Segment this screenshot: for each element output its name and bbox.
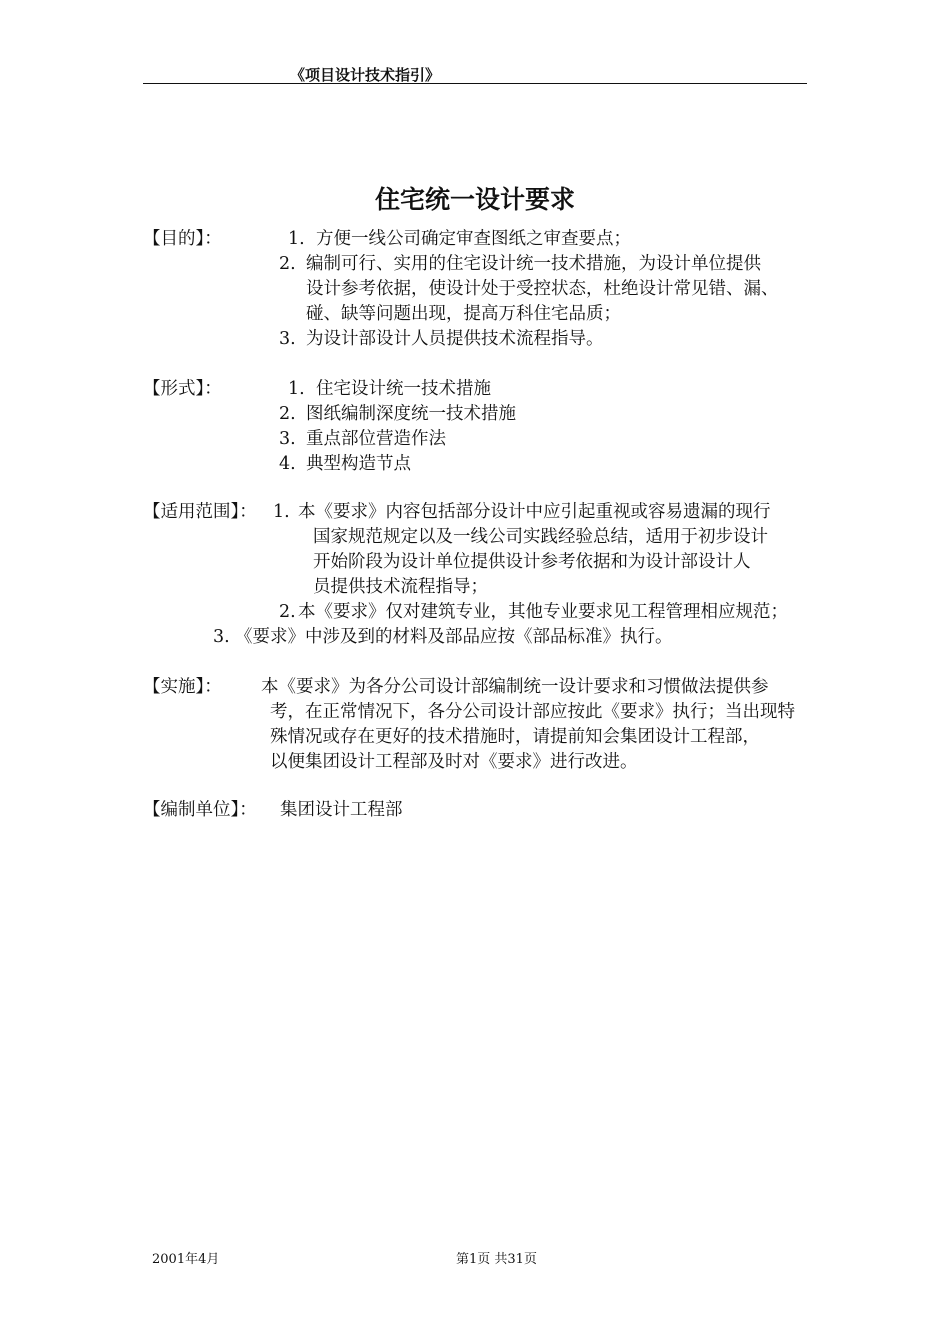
form-item-2-text: 图纸编制深度统一技术措施 (306, 404, 516, 424)
scope-item-2-num: 2. (279, 602, 296, 622)
form-item-2-num: 2. (279, 404, 296, 424)
footer-date: 2001年4月 (152, 1252, 220, 1267)
document-title: 住宅统一设计要求 (374, 185, 575, 214)
implement-line-1: 本《要求》为各分公司设计部编制统一设计要求和习惯做法提供参 (261, 677, 769, 697)
header-title: 《项目设计技术指引》 (290, 66, 441, 84)
purpose-item-2-num: 2. (279, 254, 296, 274)
form-item-3-num: 3. (279, 429, 296, 449)
compiler-value: 集团设计工程部 (280, 800, 403, 820)
scope-item-1-line-1: 本《要求》内容包括部分设计中应引起重视或容易遗漏的现行 (298, 502, 771, 522)
footer-page-number: 第1页 共31页 (456, 1252, 537, 1267)
scope-item-1-line-4: 员提供技术流程指导； (313, 577, 488, 597)
purpose-item-3-num: 3. (279, 329, 296, 349)
implement-line-2: 考，在正常情况下，各分公司设计部应按此《要求》执行；当出现特 (270, 702, 795, 722)
header-rule (143, 83, 807, 84)
purpose-item-3-text: 为设计部设计人员提供技术流程指导。 (306, 329, 604, 349)
purpose-item-2-line-2: 设计参考依据，使设计处于受控状态，杜绝设计常见错、漏、 (306, 279, 779, 299)
form-item-4-num: 4. (279, 454, 296, 474)
form-item-3-text: 重点部位营造作法 (306, 429, 446, 449)
implement-label: 【实施】： (143, 677, 222, 697)
form-item-4-text: 典型构造节点 (306, 454, 411, 474)
scope-item-3-num: 3. (213, 627, 230, 647)
scope-label: 【适用范围】： (143, 502, 257, 522)
form-label: 【形式】： (143, 379, 222, 399)
form-item-1-num: 1. (288, 379, 305, 399)
implement-line-3: 殊情况或存在更好的技术措施时，请提前知会集团设计工程部， (270, 727, 760, 747)
scope-item-2-text: 本《要求》仅对建筑专业，其他专业要求见工程管理相应规范； (298, 602, 788, 622)
purpose-item-2-line-3: 碰、缺等问题出现，提高万科住宅品质； (306, 304, 621, 324)
purpose-item-2-line-1: 编制可行、实用的住宅设计统一技术措施，为设计单位提供 (306, 254, 761, 274)
compiler-label: 【编制单位】： (143, 800, 257, 820)
scope-item-1-line-3: 开始阶段为设计单位提供设计参考依据和为设计部设计人 (313, 552, 751, 572)
purpose-label: 【目的】： (143, 229, 222, 249)
scope-item-3-text: 《要求》中涉及到的材料及部品应按《部品标准》执行。 (235, 627, 673, 647)
scope-item-1-line-2: 国家规范规定以及一线公司实践经验总结，适用于初步设计 (313, 527, 768, 547)
purpose-item-1-text: 方便一线公司确定审查图纸之审查要点； (316, 229, 631, 249)
purpose-item-1-num: 1. (288, 229, 305, 249)
implement-line-4: 以便集团设计工程部及时对《要求》进行改进。 (270, 752, 638, 772)
scope-item-1-num: 1. (273, 502, 290, 522)
form-item-1-text: 住宅设计统一技术措施 (316, 379, 491, 399)
